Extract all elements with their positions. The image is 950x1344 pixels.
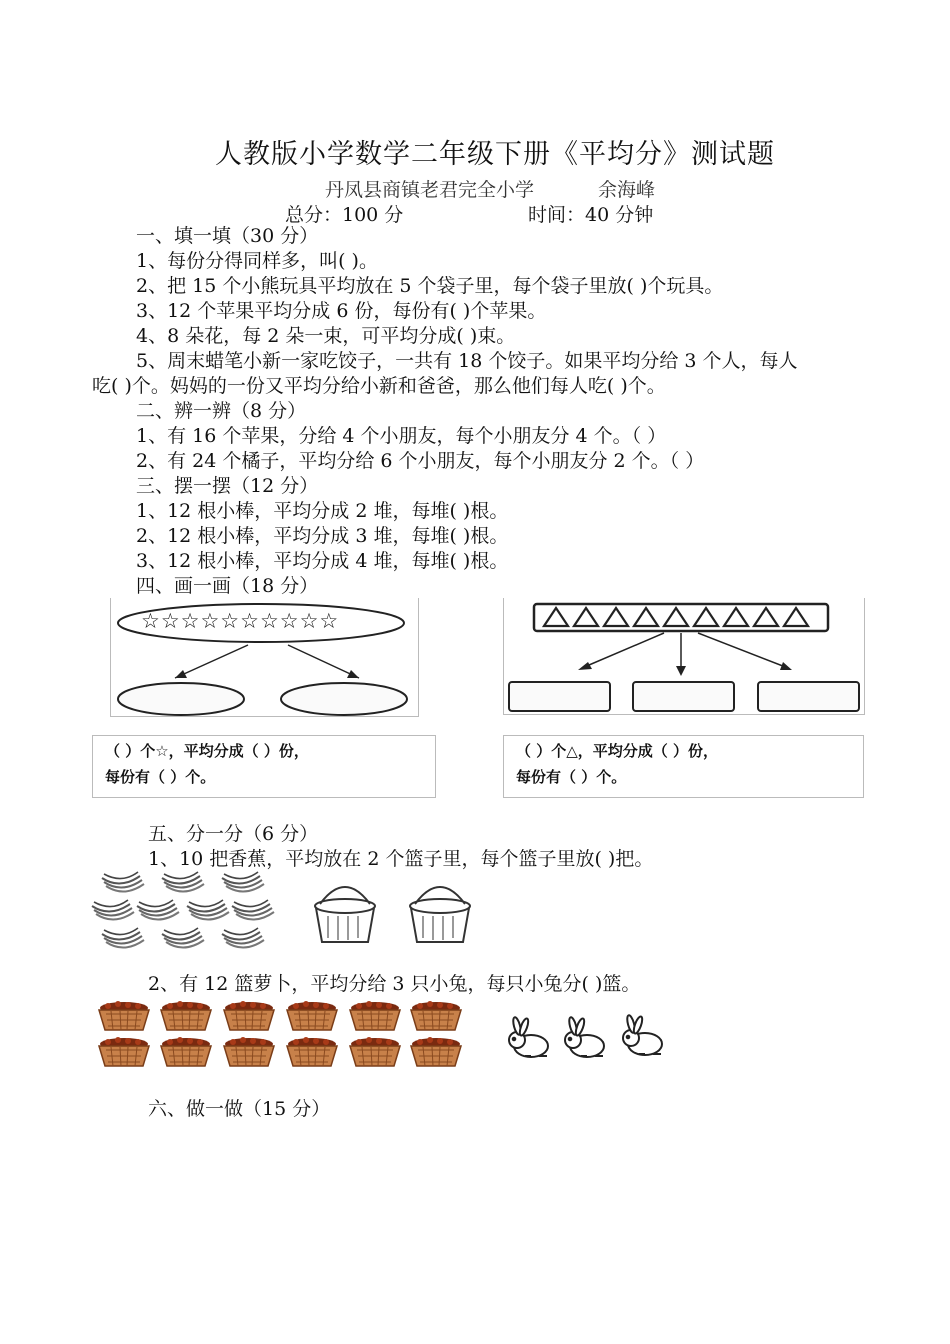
section-6-heading: 六、做一做（15 分）	[148, 1098, 331, 1120]
triangle-answer-line-2: 每份有（ ）个。	[516, 768, 627, 786]
basket-group	[310, 876, 475, 948]
section-2-heading: 二、辨一辨（8 分）	[136, 400, 307, 422]
star-answer-line-1: （ ）个☆，平均分成（ ）份，	[105, 742, 309, 760]
s3-question-1: 1、12 根小棒，平均分成 2 堆，每堆( )根。	[136, 500, 509, 522]
section-5-heading: 五、分一分（6 分）	[148, 823, 319, 845]
total-score: 总分：100 分	[285, 204, 404, 226]
s3-question-3: 3、12 根小棒，平均分成 4 堆，每堆( )根。	[136, 550, 509, 572]
s1-question-4: 4、8 朵花，每 2 朵一束，可平均分成( )束。	[136, 325, 516, 347]
author-name: 余海峰	[598, 179, 656, 201]
s1-question-2: 2、把 15 个小熊玩具平均放在 5 个袋子里，每个袋子里放( )个玩具。	[136, 275, 724, 297]
section-4-heading: 四、画一画（18 分）	[136, 575, 319, 597]
s3-question-2: 2、12 根小棒，平均分成 3 堆，每堆( )根。	[136, 525, 509, 547]
rabbit-group	[505, 1014, 675, 1064]
s2-question-1: 1、有 16 个苹果，分给 4 个小朋友，每个小朋友分 4 个。（ ）	[136, 425, 667, 447]
basket-icon	[315, 887, 375, 942]
star-diagram	[110, 598, 419, 717]
triangle-diagram	[503, 598, 865, 715]
time-limit: 时间：40 分钟	[528, 204, 654, 226]
section-3-heading: 三、摆一摆（12 分）	[136, 475, 319, 497]
triangle-answer-line-1: （ ）个△，平均分成（ ）份，	[516, 742, 718, 760]
banana-group	[90, 868, 280, 953]
s5-question-1: 1、10 把香蕉，平均放在 2 个篮子里，每个篮子里放( )把。	[148, 848, 654, 870]
radish-basket-group	[94, 998, 474, 1070]
page-title: 人教版小学数学二年级下册《平均分》测试题	[215, 139, 775, 170]
school-name: 丹凤县商镇老君完全小学	[325, 179, 535, 201]
s1-question-3: 3、12 个苹果平均分成 6 份，每份有( )个苹果。	[136, 300, 547, 322]
s5-question-2: 2、有 12 篮萝卜，平均分给 3 只小兔，每只小兔分( )篮。	[148, 973, 641, 995]
triangle-answer-box	[503, 735, 864, 798]
s1-question-1: 1、每份分得同样多，叫( )。	[136, 250, 378, 272]
basket-icon	[410, 887, 470, 942]
section-1-heading: 一、填一填（30 分）	[136, 225, 319, 247]
star-icon: ☆☆☆☆☆☆☆☆☆☆	[141, 609, 340, 633]
s2-question-2: 2、有 24 个橘子，平均分给 6 个小朋友，每个小朋友分 2 个。（ ）	[136, 450, 705, 472]
s1-question-5-line-1: 5、周末蜡笔小新一家吃饺子，一共有 18 个饺子。如果平均分给 3 个人，每人	[136, 350, 798, 372]
triangle-diagram-svg	[504, 598, 864, 714]
star-answer-box	[92, 735, 436, 798]
s1-question-5-line-2: 吃( )个。妈妈的一份又平均分给小新和爸爸，那么他们每人吃( )个。	[92, 375, 666, 397]
star-answer-line-2: 每份有（ ）个。	[105, 768, 216, 786]
